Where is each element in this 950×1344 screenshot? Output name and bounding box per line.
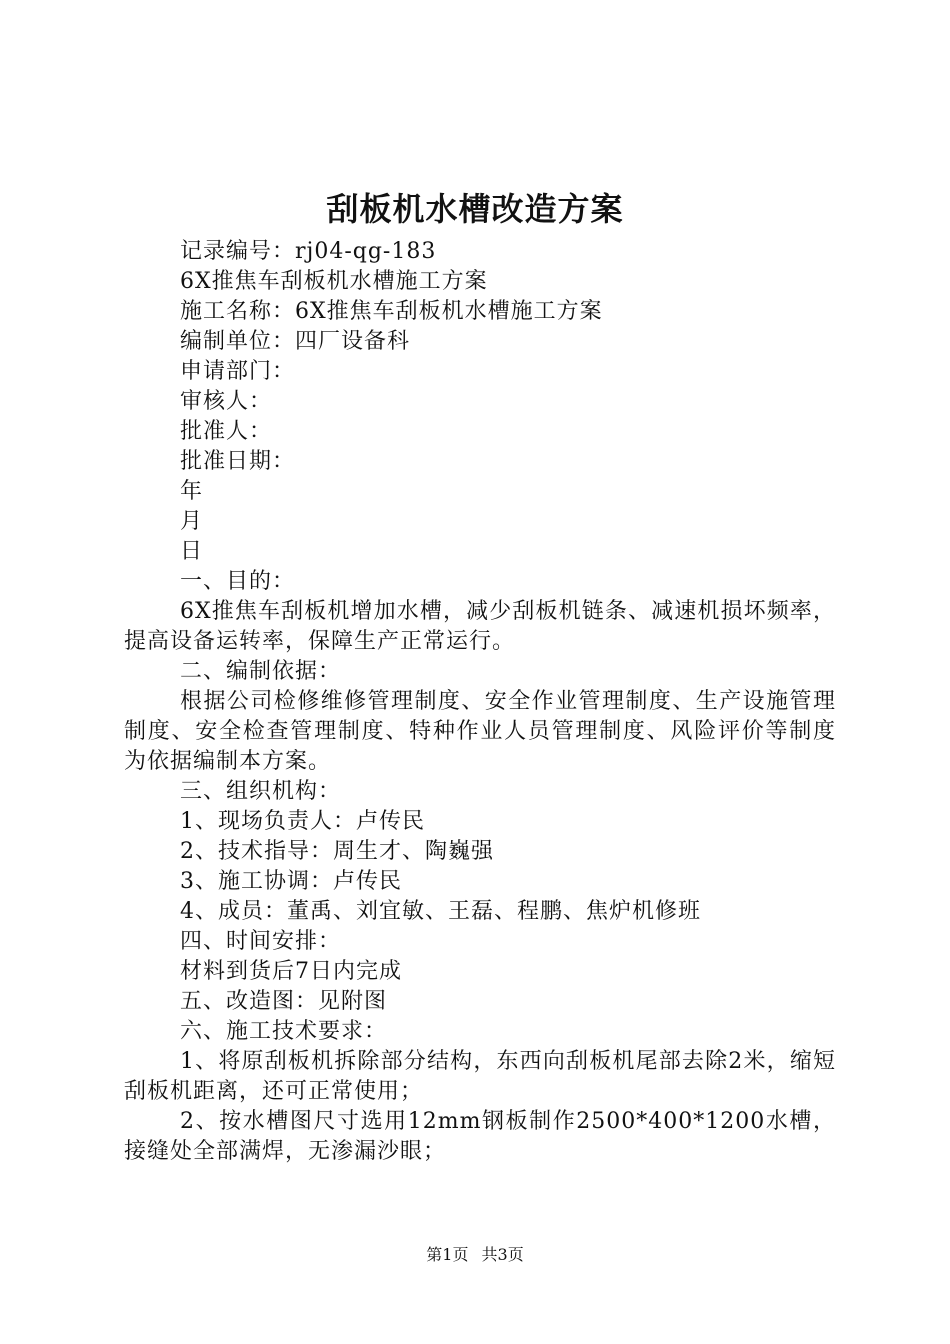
purpose-paragraph: 6X推焦车刮板机增加水槽，减少刮板机链条、减速机损坏频率，提高设备运转率，保障生产正常运行。 xyxy=(124,599,836,654)
document-body xyxy=(124,237,836,1167)
members: 4、成员：董禹、刘宜敏、王磊、程鹏、焦炉机修班 xyxy=(180,899,701,924)
applying-department: 申请部门： xyxy=(180,359,296,384)
date-year: 年 xyxy=(180,479,204,504)
record-number: 记录编号：rj04-qg-183 xyxy=(180,239,437,264)
construction-name: 施工名称：6X推焦车刮板机水槽施工方案 xyxy=(180,299,603,324)
schedule-text: 材料到货后7日内完成 xyxy=(180,959,402,984)
technical-guidance: 2、技术指导：周生才、陶巍强 xyxy=(180,839,494,864)
basis-paragraph: 根据公司检修维修管理制度、安全作业管理制度、生产设施管理制度、安全检查管理制度、特种作业人员管理制度、风险评价等制度为依据编制本方案。 xyxy=(124,689,836,774)
plan-subtitle: 6X推焦车刮板机水槽施工方案 xyxy=(180,269,488,294)
section-requirements-heading: 六、施工技术要求： xyxy=(180,1019,388,1044)
page-footer xyxy=(0,1244,950,1266)
section-basis-heading: 二、编制依据： xyxy=(180,659,342,684)
section-organization-heading: 三、组织机构： xyxy=(180,779,342,804)
compiling-unit: 编制单位：四厂设备科 xyxy=(180,329,411,354)
section-drawing-heading: 五、改造图：见附图 xyxy=(180,989,388,1014)
date-month: 月 xyxy=(180,509,204,534)
approver: 批准人： xyxy=(180,419,273,444)
page-number: 第1页 xyxy=(426,1245,469,1264)
date-day: 日 xyxy=(180,539,204,564)
page-total: 共3页 xyxy=(481,1245,524,1264)
section-purpose-heading: 一、目的： xyxy=(180,569,296,594)
approval-date: 批准日期： xyxy=(180,449,296,474)
requirement-1: 1、将原刮板机拆除部分结构，东西向刮板机尾部去除2米，缩短刮板机距离，还可正常使用； xyxy=(124,1049,836,1104)
reviewer: 审核人： xyxy=(180,389,273,414)
construction-coordination: 3、施工协调：卢传民 xyxy=(180,869,402,894)
site-manager: 1、现场负责人：卢传民 xyxy=(180,809,425,834)
section-schedule-heading: 四、时间安排： xyxy=(180,929,342,954)
requirement-2: 2、按水槽图尺寸选用12mm钢板制作2500*400*1200水槽，接缝处全部满焊，无渗漏沙眼； xyxy=(124,1109,836,1164)
document-title: 刮板机水槽改造方案 xyxy=(326,190,624,228)
